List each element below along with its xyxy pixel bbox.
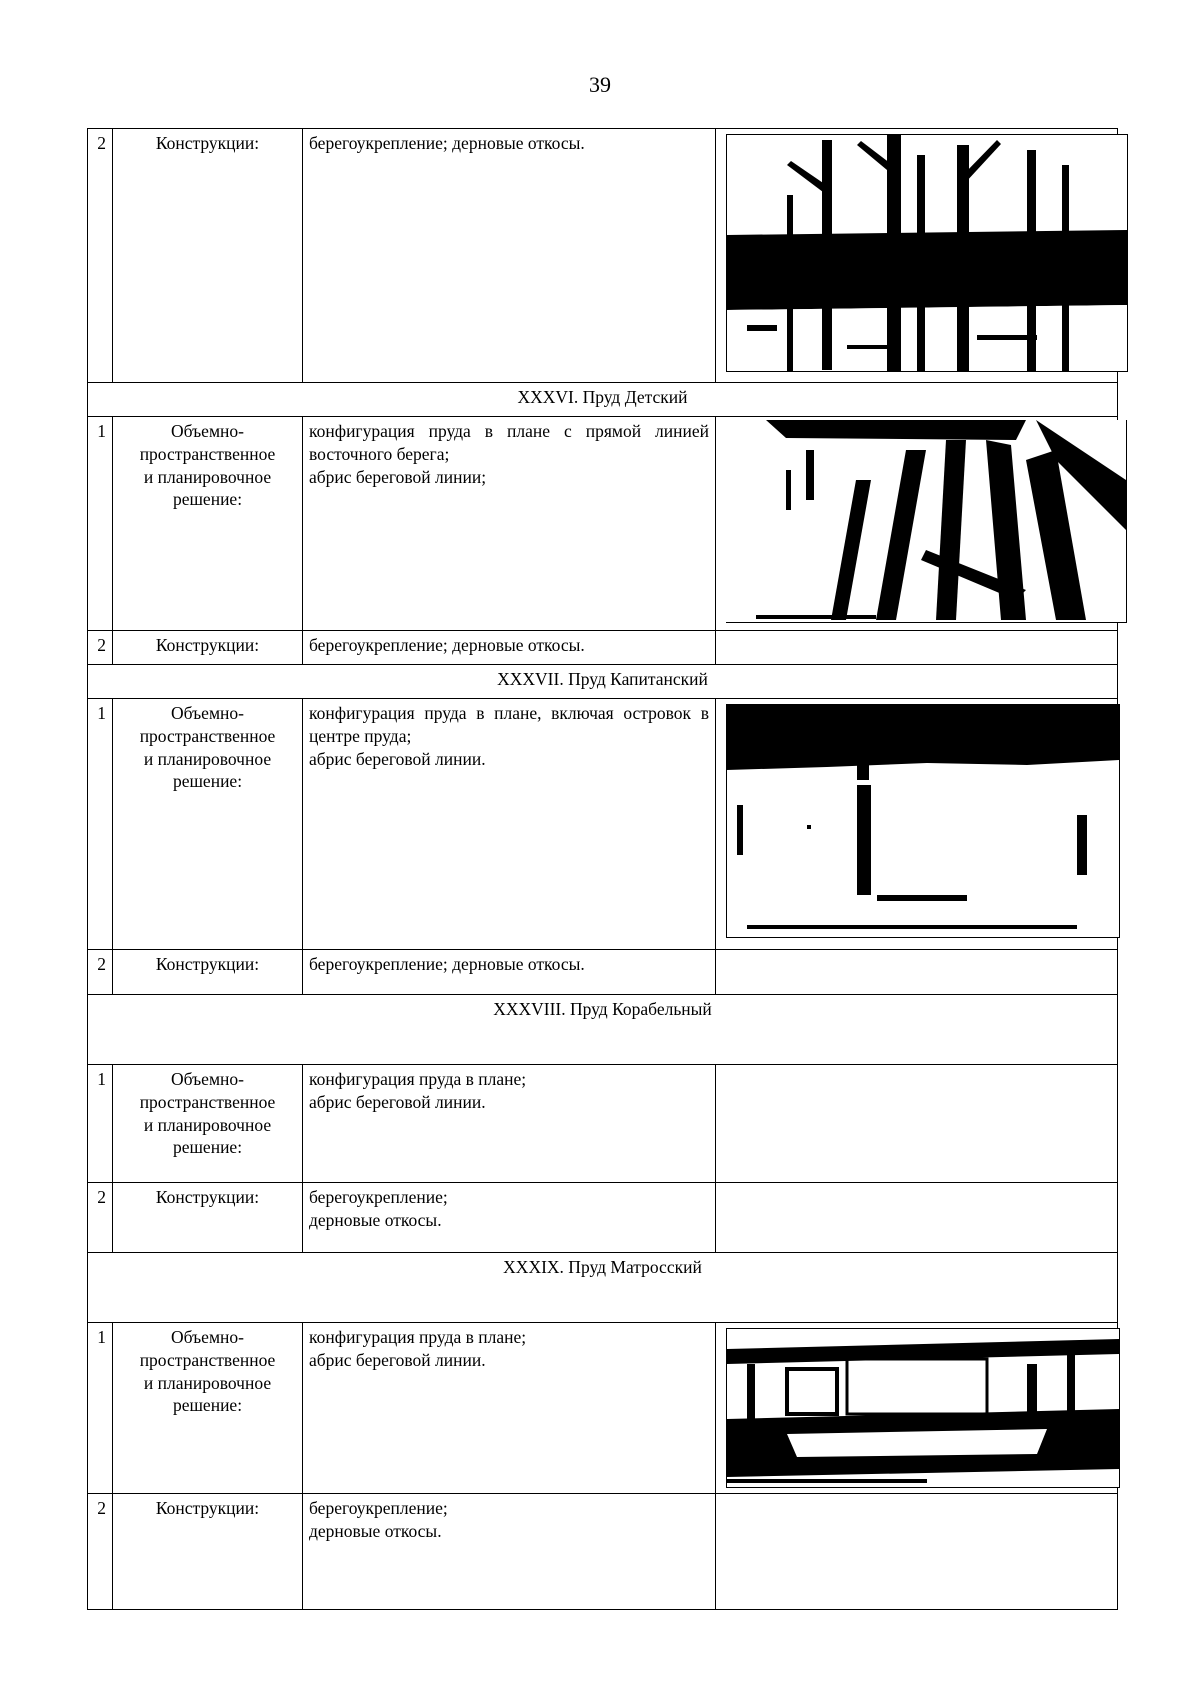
row-number: 1 <box>88 1323 113 1494</box>
row-description-text: конфигурация пруда в плане с прямой линией восточного берега; абрис береговой линии; <box>309 421 709 487</box>
photo-trees-reflection-icon <box>726 134 1128 372</box>
section-title: XXXVII. Пруд Капитанский <box>88 665 1118 699</box>
photo-pond-island-icon <box>726 704 1120 938</box>
photo-cell-empty <box>716 1494 1118 1610</box>
row-number: 1 <box>88 1065 113 1183</box>
row-number: 1 <box>88 417 113 631</box>
table-row <box>88 631 1118 665</box>
row-number: 2 <box>88 950 113 995</box>
row-description <box>303 417 716 631</box>
photo-cell-empty <box>716 950 1118 995</box>
row-description: берегоукрепление; дерновые откосы. <box>303 950 716 995</box>
photo-cell <box>716 699 1118 950</box>
row-description: конфигурация пруда в плане; абрис береговой линии. <box>303 1065 716 1183</box>
section-title: XXXIX. Пруд Матросский <box>88 1253 1118 1323</box>
row-label: Конструкции: <box>113 1183 303 1253</box>
section-title: XXXVIII. Пруд Корабельный <box>88 995 1118 1065</box>
row-label: Конструкции: <box>113 950 303 995</box>
section-header-row <box>88 1253 1118 1323</box>
row-label: Объемно- пространственное и планировочное решение: <box>113 699 303 950</box>
section-header-row <box>88 995 1118 1065</box>
row-label: Объемно- пространственное и планировочное решение: <box>113 1065 303 1183</box>
section-title: XXXVI. Пруд Детский <box>88 383 1118 417</box>
table-row <box>88 417 1118 631</box>
row-label: Объемно- пространственное и планировочное решение: <box>113 417 303 631</box>
row-label: Объемно- пространственное и планировочное решение: <box>113 1323 303 1494</box>
row-label: Конструкции: <box>113 631 303 665</box>
heritage-table <box>87 128 1118 1610</box>
row-description: берегоукрепление; дерновые откосы. <box>303 1183 716 1253</box>
row-description: берегоукрепление; дерновые откосы. <box>303 1494 716 1610</box>
table-row <box>88 699 1118 950</box>
row-description <box>303 699 716 950</box>
row-description: конфигурация пруда в плане; абрис береговой линии. <box>303 1323 716 1494</box>
photo-cell <box>716 1323 1118 1494</box>
table-row <box>88 1494 1118 1610</box>
photo-tree-trunks-icon <box>726 420 1127 623</box>
table-row <box>88 129 1118 383</box>
photo-cell <box>716 129 1118 383</box>
row-number: 2 <box>88 1183 113 1253</box>
table-row <box>88 1323 1118 1494</box>
photo-cell-empty <box>716 1065 1118 1183</box>
row-label: Конструкции: <box>113 1494 303 1610</box>
row-number: 2 <box>88 631 113 665</box>
page-number: 39 <box>589 72 611 97</box>
row-description-text: конфигурация пруда в плане, включая островок в центре пруда; абрис береговой линии. <box>309 703 709 769</box>
row-number: 2 <box>88 129 113 383</box>
photo-cell <box>716 417 1118 631</box>
table-row <box>88 1183 1118 1253</box>
row-number: 1 <box>88 699 113 950</box>
section-header-row <box>88 665 1118 699</box>
section-header-row <box>88 383 1118 417</box>
row-description: берегоукрепление; дерновые откосы. <box>303 631 716 665</box>
photo-cell-empty <box>716 1183 1118 1253</box>
photo-pond-buildings-icon <box>726 1328 1120 1488</box>
row-label: Конструкции: <box>113 129 303 383</box>
row-number: 2 <box>88 1494 113 1610</box>
photo-cell-empty <box>716 631 1118 665</box>
row-description: берегоукрепление; дерновые откосы. <box>303 129 716 383</box>
table-row <box>88 1065 1118 1183</box>
table-row <box>88 950 1118 995</box>
